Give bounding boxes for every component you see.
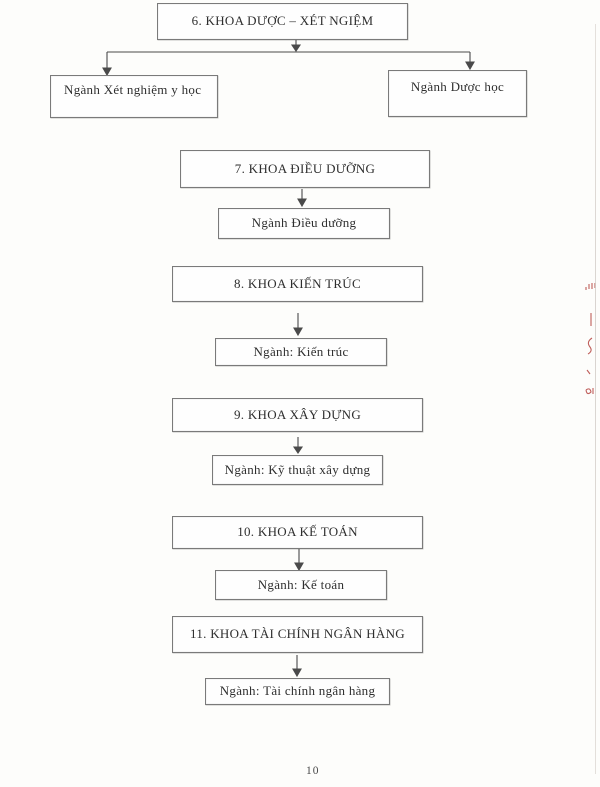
- faculty-8-box: [172, 266, 423, 302]
- faculty-7-box: [180, 150, 430, 188]
- major-box-ky-thuat-xay-dung: [212, 455, 383, 485]
- arrow-faculty6-to-branch: [292, 40, 300, 51]
- faculty-10-title: 10. KHOA KẾ TOÁN: [237, 524, 358, 540]
- faculty-11-box: [172, 616, 423, 653]
- faculty-11-title: 11. KHOA TÀI CHÍNH NGÂN HÀNG: [190, 626, 405, 642]
- faculty-7-title: 7. KHOA ĐIỀU DƯỠNG: [234, 160, 376, 176]
- faculty-9-title: 9. KHOA XÂY DỰNG: [233, 406, 362, 422]
- major-label: Ngành: Kế toán: [257, 576, 345, 592]
- major-box-duoc-hoc: [388, 70, 527, 117]
- faculty-9-box: [172, 398, 423, 432]
- faculty-8-title: 8. KHOA KIẾN TRÚC: [234, 275, 361, 291]
- major-label: Ngành Dược học: [410, 79, 505, 94]
- page-edge-line: [595, 24, 596, 774]
- major-label: Ngành: Tài chính ngân hàng: [219, 683, 376, 699]
- arrow-faculty10-to-major: [295, 549, 303, 570]
- major-label: Ngành Điều dưỡng: [251, 215, 357, 231]
- major-box-xet-nghiem-y-hoc: [50, 75, 218, 118]
- arrow-branch-to-duoc-hoc: [466, 52, 474, 69]
- faculty-6-box: [157, 3, 408, 40]
- faculty-6-title: 6. KHOA DƯỢC – XÉT NGIỆM: [191, 13, 374, 29]
- major-label: Ngành: Kiến trúc: [253, 343, 349, 359]
- arrow-faculty8-to-major: [294, 313, 302, 335]
- major-label: Ngành: Kỹ thuật xây dựng: [224, 461, 371, 477]
- major-box-ke-toan: [215, 570, 387, 600]
- page-number: 10: [306, 765, 320, 777]
- major-box-dieu-duong: [218, 208, 390, 239]
- major-box-tai-chinh-ngan-hang: [205, 678, 390, 705]
- major-box-kien-truc: [215, 338, 387, 366]
- arrow-branch-to-xet-nghiem: [103, 52, 111, 75]
- arrow-faculty9-to-major: [294, 437, 302, 453]
- arrow-faculty7-to-major: [298, 189, 306, 206]
- major-label: Ngành Xét nghiệm y học: [64, 82, 202, 97]
- faculty-10-box: [172, 516, 423, 549]
- arrow-faculty11-to-major: [293, 655, 301, 676]
